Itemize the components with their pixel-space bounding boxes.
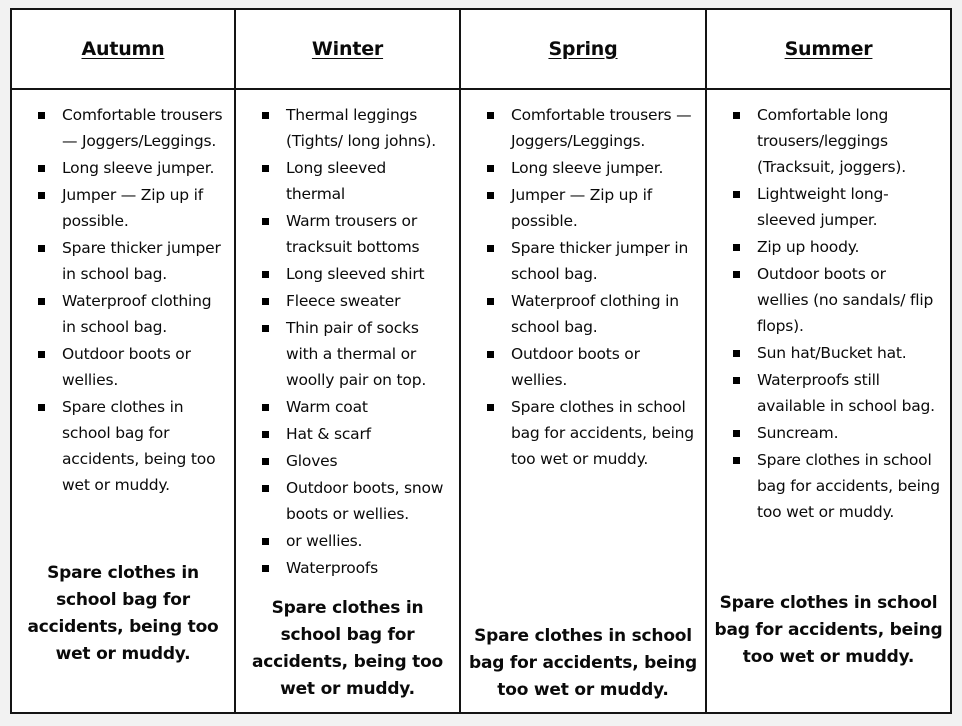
list-item — [262, 155, 449, 207]
clothing-list-autumn — [18, 102, 226, 498]
list-item — [262, 394, 449, 420]
column-footer-spring: Spare clothes in school bag for accidents, being too wet or muddy. — [469, 626, 697, 700]
square-bullet-icon — [262, 458, 269, 465]
header-label-autumn: Autumn — [81, 38, 165, 60]
square-bullet-icon — [262, 404, 269, 411]
column-header-winter — [235, 9, 460, 89]
square-bullet-icon — [262, 431, 269, 438]
list-item — [38, 341, 224, 393]
column-body-summer — [706, 89, 951, 713]
list-item-text: Suncream. — [757, 424, 839, 442]
clothing-list-summer — [713, 102, 942, 525]
list-item — [262, 421, 449, 447]
list-item-text: Spare clothes in school bag for accidents, being too wet or muddy. — [511, 398, 694, 468]
list-item-text: Jumper — Zip up if possible. — [62, 186, 204, 230]
column-footer-summer: Spare clothes in school bag for accidents, being too wet or muddy. — [714, 593, 943, 667]
list-item — [262, 288, 449, 314]
list-item — [487, 341, 695, 393]
square-bullet-icon — [733, 457, 740, 464]
list-item-text: Sun hat/Bucket hat. — [757, 344, 907, 362]
list-item-text: Spare clothes in school bag for accidents, being too wet or muddy. — [757, 451, 940, 521]
list-item — [487, 155, 695, 181]
list-item-text: Warm coat — [286, 398, 368, 416]
square-bullet-icon — [733, 430, 740, 437]
document-area — [10, 8, 952, 714]
list-item — [262, 555, 449, 581]
list-item-text: Long sleeve jumper. — [62, 159, 215, 177]
square-bullet-icon — [733, 350, 740, 357]
list-item-text: Spare clothes in school bag for accidents, being too wet or muddy. — [62, 398, 216, 494]
square-bullet-icon — [262, 298, 269, 305]
list-item — [733, 340, 940, 366]
list-item — [262, 261, 449, 287]
square-bullet-icon — [262, 485, 269, 492]
list-item-text: or wellies. — [286, 532, 363, 550]
column-body-spring — [460, 89, 706, 713]
list-item-text: Waterproof clothing in school bag. — [511, 292, 679, 336]
square-bullet-icon — [262, 565, 269, 572]
square-bullet-icon — [487, 351, 494, 358]
list-item-text: Waterproof clothing in school bag. — [62, 292, 212, 336]
list-item — [38, 394, 224, 498]
header-label-summer: Summer — [784, 38, 873, 60]
list-item-text: Thermal leggings (Tights/ long johns). — [286, 106, 436, 150]
square-bullet-icon — [38, 245, 45, 252]
square-bullet-icon — [262, 271, 269, 278]
list-item-text: Waterproofs — [286, 559, 378, 577]
column-body-winter — [235, 89, 460, 713]
list-item-text: Long sleeve jumper. — [511, 159, 664, 177]
list-item-text: Comfortable trousers — Joggers/Leggings. — [511, 106, 692, 150]
list-item — [487, 235, 695, 287]
list-item-text: Hat & scarf — [286, 425, 371, 443]
list-item — [733, 234, 940, 260]
list-item-text: Jumper — Zip up if possible. — [511, 186, 653, 230]
column-footer-autumn: Spare clothes in school bag for accidents, being too wet or muddy. — [27, 563, 219, 664]
square-bullet-icon — [262, 218, 269, 225]
square-bullet-icon — [733, 191, 740, 198]
list-item — [487, 102, 695, 154]
column-header-summer — [706, 9, 951, 89]
list-item — [487, 394, 695, 472]
clothing-list-spring — [467, 102, 697, 472]
list-item-text: Fleece sweater — [286, 292, 401, 310]
seasonal-clothing-table — [10, 8, 952, 714]
header-label-spring: Spring — [548, 38, 618, 60]
list-item-text: Comfortable trousers — Joggers/Leggings. — [62, 106, 223, 150]
list-item — [487, 288, 695, 340]
square-bullet-icon — [487, 112, 494, 119]
list-item — [38, 102, 224, 154]
list-item-text: Lightweight long-sleeved jumper. — [757, 185, 889, 229]
list-item-text: Long sleeved thermal — [286, 159, 387, 203]
list-item — [733, 447, 940, 525]
square-bullet-icon — [262, 112, 269, 119]
list-item — [733, 102, 940, 180]
square-bullet-icon — [733, 112, 740, 119]
body-row — [11, 89, 951, 713]
square-bullet-icon — [487, 245, 494, 252]
list-item — [262, 448, 449, 474]
square-bullet-icon — [487, 404, 494, 411]
square-bullet-icon — [38, 298, 45, 305]
list-item — [38, 235, 224, 287]
list-item-text: Outdoor boots or wellies. — [62, 345, 191, 389]
square-bullet-icon — [487, 192, 494, 199]
list-item — [733, 181, 940, 233]
list-item — [262, 528, 449, 554]
list-item — [38, 182, 224, 234]
list-item-text: Waterproofs still available in school bag. — [757, 371, 935, 415]
list-item-text: Comfortable long trousers/leggings (Tracksuit, joggers). — [757, 106, 906, 176]
list-item-text: Outdoor boots or wellies (no sandals/ flip flops). — [757, 265, 934, 335]
square-bullet-icon — [38, 165, 45, 172]
list-item — [262, 208, 449, 260]
square-bullet-icon — [38, 112, 45, 119]
column-header-autumn — [11, 9, 235, 89]
list-item-text: Gloves — [286, 452, 338, 470]
square-bullet-icon — [487, 165, 494, 172]
square-bullet-icon — [487, 298, 494, 305]
list-item-text: Warm trousers or tracksuit bottoms — [286, 212, 420, 256]
list-item — [262, 315, 449, 393]
square-bullet-icon — [733, 377, 740, 384]
square-bullet-icon — [262, 538, 269, 545]
list-item-text: Thin pair of socks with a thermal or woolly pair on top. — [286, 319, 427, 389]
list-item-text: Long sleeved shirt — [286, 265, 425, 283]
column-footer-winter: Spare clothes in school bag for accidents, being too wet or muddy. — [251, 598, 444, 699]
list-item-text: Spare thicker jumper in school bag. — [511, 239, 689, 283]
square-bullet-icon — [733, 271, 740, 278]
list-item — [733, 367, 940, 419]
square-bullet-icon — [733, 244, 740, 251]
list-item-text: Zip up hoody. — [757, 238, 860, 256]
list-item-text: Outdoor boots or wellies. — [511, 345, 640, 389]
list-item — [733, 261, 940, 339]
column-header-spring — [460, 9, 706, 89]
square-bullet-icon — [262, 325, 269, 332]
clothing-list-winter — [242, 102, 451, 581]
header-label-winter: Winter — [311, 38, 384, 60]
list-item-text: Outdoor boots, snow boots or wellies. — [286, 479, 444, 523]
column-body-autumn — [11, 89, 235, 713]
list-item-text: Spare thicker jumper in school bag. — [62, 239, 221, 283]
list-item — [262, 102, 449, 154]
list-item — [487, 182, 695, 234]
square-bullet-icon — [262, 165, 269, 172]
list-item — [262, 475, 449, 527]
header-row — [11, 9, 951, 89]
square-bullet-icon — [38, 192, 45, 199]
square-bullet-icon — [38, 404, 45, 411]
list-item — [38, 288, 224, 340]
list-item — [733, 420, 940, 446]
square-bullet-icon — [38, 351, 45, 358]
list-item — [38, 155, 224, 181]
